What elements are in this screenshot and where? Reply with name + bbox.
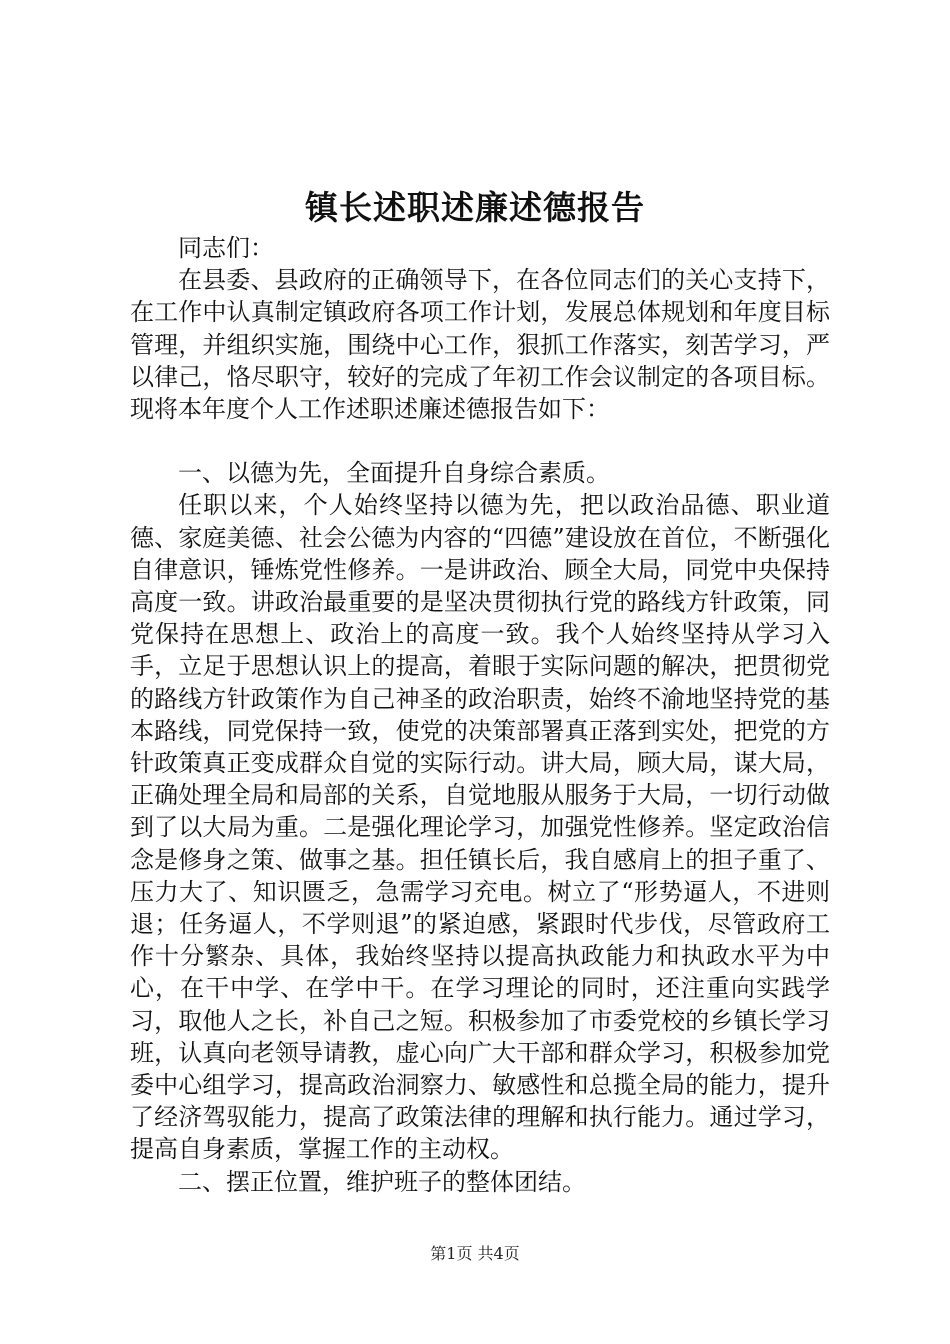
intro-paragraph: 在县委、县政府的正确领导下，在各位同志们的关心支持下，在工作中认真制定镇政府各项工作计划，发展总体规划和年度目标管理，并组织实施，围绕中心工作，狠抓工作落实，刻苦学习，严以律己，恪尽职守，较好的完成了年初工作会议制定的各项目标。现将本年度个人工作述职述廉述德报告如下：	[130, 266, 830, 424]
section-heading-1: 一、以德为先，全面提升自身综合素质。	[178, 459, 610, 488]
section-1-paragraph: 任职以来，个人始终坚持以德为先，把以政治品德、职业道德、家庭美德、社会公德为内容的“四德”建设放在首位，不断强化自律意识，锤炼党性修养。一是讲政治、顾全大局，同党中央保持高度一致。讲政治最重要的是坚决贯彻执行党的路线方针政策，同党保持在思想上、政治上的高度一致。我个人始终坚持从学习入手，立足于思想认识上的提高，着眼于实际问题的解决，把贯彻党的路线方针政策作为自己神圣的政治职责，始终不渝地坚持党的基本路线，同党保持一致，使党的决策部署真正落到实处，把党的方针政策真正变成群众自觉的实际行动。讲大局，顾大局，谋大局，正确处理全局和局部的关系，自觉地服从服务于大局，一切行动做到了以大局为重。二是强化理论学习，加强党性修养。坚定政治信念是修身之策、做事之基。担任镇长后，我自感肩上的担子重了、压力大了、知识匮乏，急需学习充电。树立了“形势逼人，不进则退；任务逼人，不学则退”的紧迫感，紧跟时代步伐，尽管政府工作十分繁杂、具体，我始终坚持以提高执政能力和执政水平为中心，在干中学、在学中干。在学习理论的同时，还注重向实践学习，取他人之长，补自己之短。积极参加了市委党校的乡镇长学习班，认真向老领导请教，虚心向广大干部和群众学习，积极参加党委中心组学习，提高政治洞察力、敏感性和总揽全局的能力，提升了经济驾驭能力，提高了政策法律的理解和执行能力。通过学习，提高自身素质，掌握工作的主动权。	[130, 491, 830, 1164]
page-number-footer: 第1页 共4页	[430, 1244, 520, 1263]
document-body	[130, 232, 830, 1198]
salutation-paragraph: 同志们：	[178, 234, 274, 262]
document-title: 镇长述职述廉述德报告	[305, 188, 645, 227]
section-heading-2: 二、摆正位置，维护班子的整体团结。	[178, 1167, 586, 1196]
